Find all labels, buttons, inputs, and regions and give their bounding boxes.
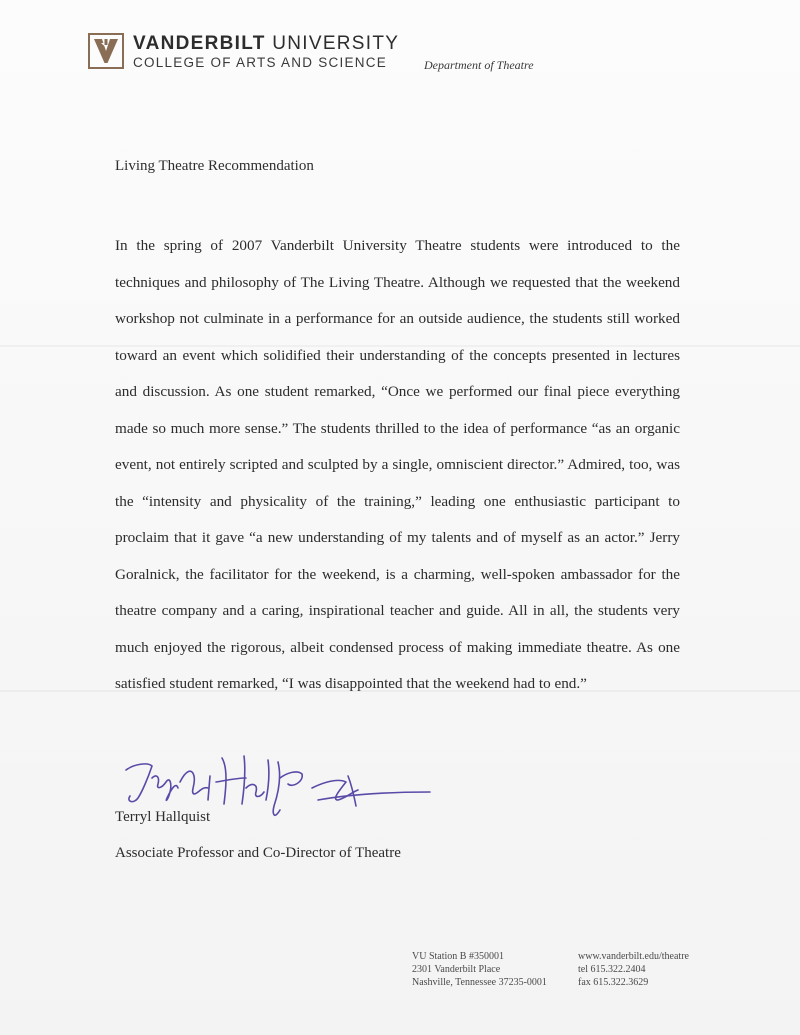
phone-number: tel 615.322.2404 xyxy=(578,964,646,975)
footer-contact xyxy=(578,950,689,989)
signer-name: Terryl Hallquist xyxy=(115,809,211,825)
signer-title: Associate Professor and Co-Director of Theatre xyxy=(115,845,401,861)
fax-number: fax 615.322.3629 xyxy=(578,977,649,988)
university-name xyxy=(133,33,399,55)
website-link[interactable]: www.vanderbilt.edu/theatre xyxy=(578,951,689,962)
footer-address xyxy=(412,950,547,989)
bleed-through-text xyxy=(120,832,680,847)
address-line: VU Station B #350001 xyxy=(412,951,504,962)
letter-subject: Living Theatre Recommendation xyxy=(115,158,314,174)
university-name-bold: VANDERBILT xyxy=(133,33,266,54)
college-name: COLLEGE OF ARTS AND SCIENCE xyxy=(133,55,388,70)
vanderbilt-logo-icon xyxy=(88,33,124,69)
department-name: Department of Theatre xyxy=(424,58,534,72)
address-line: Nashville, Tennessee 37235-0001 xyxy=(412,977,547,988)
address-line: 2301 Vanderbilt Place xyxy=(412,964,501,975)
handwritten-signature xyxy=(112,748,442,843)
university-name-rest: UNIVERSITY xyxy=(272,33,400,54)
letter-body: In the spring of 2007 Vanderbilt University Theatre students were introduced to the techniques and philosophy of The Living Theatre. Although we requested that the weekend workshop not culminate in a performance for an outside audience, the students still worked toward an event which solidified their understanding of the concepts presented in lectures and discussion. As one student remarked, “Once we performed our final piece everything made so much more sense.” The students thrilled to the idea of performance “as an organic event, not entirely scripted and sculpted by a single, omniscient director.” Admired, too, was the “intensity and physicality of the training,” leading one enthusiastic participant to proclaim that it gave “a new understanding of my talents and of myself as an actor.” Jerry Goralnick, the facilitator for the weekend, is a charming, well-spoken ambassador for the theatre company and a caring, inspirational teacher and guide. All in all, the students very much enjoyed the rigorous, albeit condensed process of making immediate theatre. As one satisfied student remarked, “I was disappointed that the weekend had to end.” xyxy=(115,237,680,692)
letterhead xyxy=(88,33,548,75)
